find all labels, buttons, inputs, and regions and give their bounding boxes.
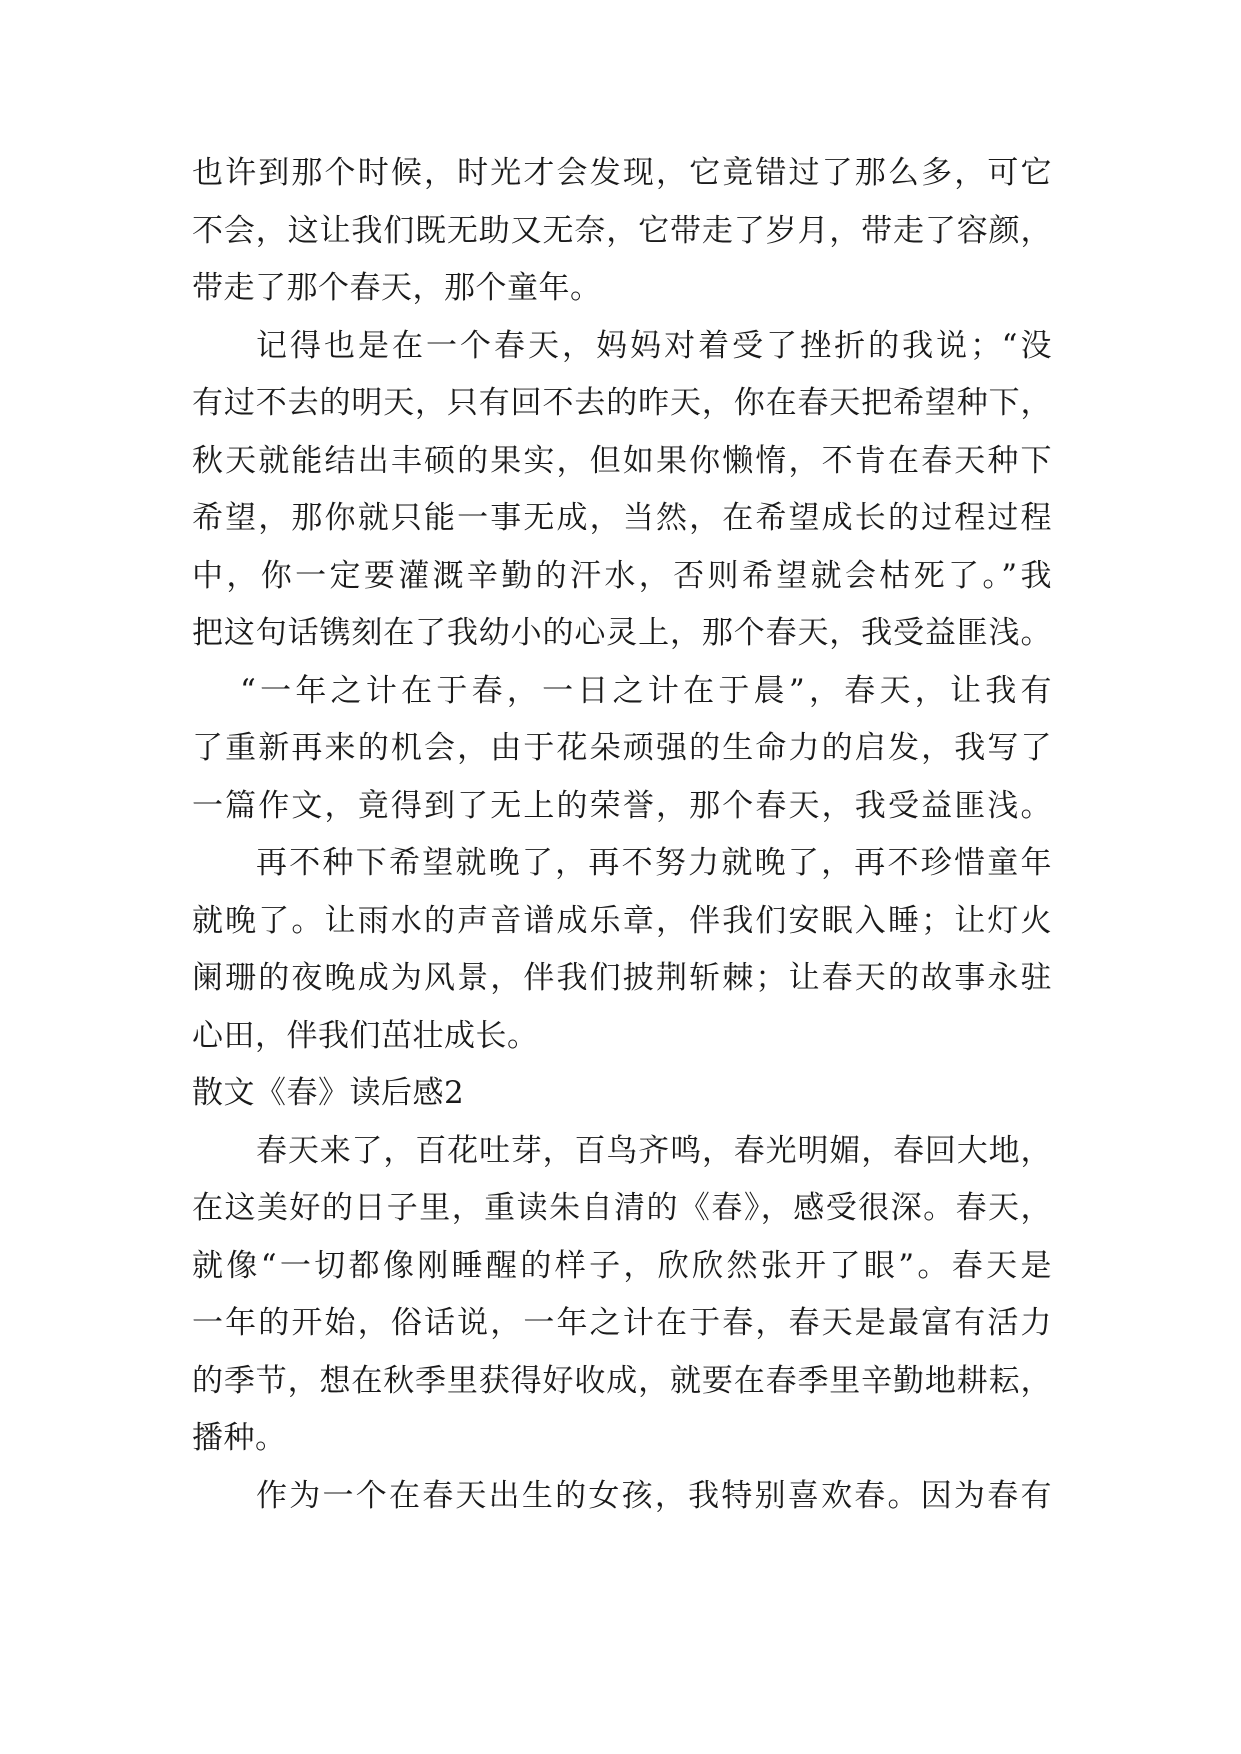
text-line: 了重新再来的机会，由于花朵顽强的生命力的启发，我写了 bbox=[192, 730, 1052, 766]
text-line: 就像“一切都像刚睡醒的样子，欣欣然张开了眼”。春天是 bbox=[192, 1247, 1052, 1284]
text-line: 心田，伴我们茁壮成长。 bbox=[192, 1017, 539, 1054]
text-line: 一篇作文，竟得到了无上的荣誉，那个春天，我受益匪浅。 bbox=[192, 787, 1052, 824]
text-line: 也许到那个时候，时光才会发现，它竟错过了那么多，可它 bbox=[192, 155, 1052, 191]
text-line: 就晚了。让雨水的声音谱成乐章，伴我们安眠入睡；让灯火 bbox=[192, 902, 1052, 939]
text-line: 在这美好的日子里，重读朱自清的《春》，感受很深。春天， bbox=[192, 1190, 1052, 1226]
text-line: 秋天就能结出丰硕的果实，但如果你懒惰，不肯在春天种下 bbox=[192, 442, 1052, 479]
text-line: “一年之计在于春，一日之计在于晨”，春天，让我有 bbox=[240, 672, 1052, 709]
text-line: 带走了那个春天，那个童年。 bbox=[192, 270, 602, 306]
text-line: 播种。 bbox=[192, 1420, 287, 1456]
text-line: 作为一个在春天出生的女孩，我特别喜欢春。因为春有 bbox=[256, 1477, 1052, 1514]
text-line: 中，你一定要灌溉辛勤的汗水，否则希望就会枯死了。”我 bbox=[192, 557, 1052, 594]
text-line: 记得也是在一个春天，妈妈对着受了挫折的我说；“没 bbox=[256, 327, 1052, 364]
text-line: 把这句话镌刻在了我幼小的心灵上，那个春天，我受益匪浅。 bbox=[192, 615, 1052, 651]
text-line: 春天来了，百花吐芽，百鸟齐鸣，春光明媚，春回大地， bbox=[256, 1132, 1052, 1169]
text-line: 再不种下希望就晚了，再不努力就晚了，再不珍惜童年 bbox=[256, 845, 1052, 881]
text-line: 不会，这让我们既无助又无奈，它带走了岁月，带走了容颜， bbox=[192, 212, 1052, 249]
text-line: 阑珊的夜晚成为风景，伴我们披荆斩棘；让春天的故事永驻 bbox=[192, 960, 1052, 996]
text-line: 希望，那你就只能一事无成，当然，在希望成长的过程过程 bbox=[192, 500, 1052, 536]
text-line: 有过不去的明天，只有回不去的昨天，你在春天把希望种下， bbox=[192, 385, 1052, 421]
document-page bbox=[192, 145, 1052, 1525]
text-line: 的季节，想在秋季里获得好收成，就要在春季里辛勤地耕耘， bbox=[192, 1362, 1052, 1399]
section-heading: 散文《春》读后感2 bbox=[192, 1075, 465, 1111]
text-line: 一年的开始，俗话说，一年之计在于春，春天是最富有活力 bbox=[192, 1305, 1052, 1341]
